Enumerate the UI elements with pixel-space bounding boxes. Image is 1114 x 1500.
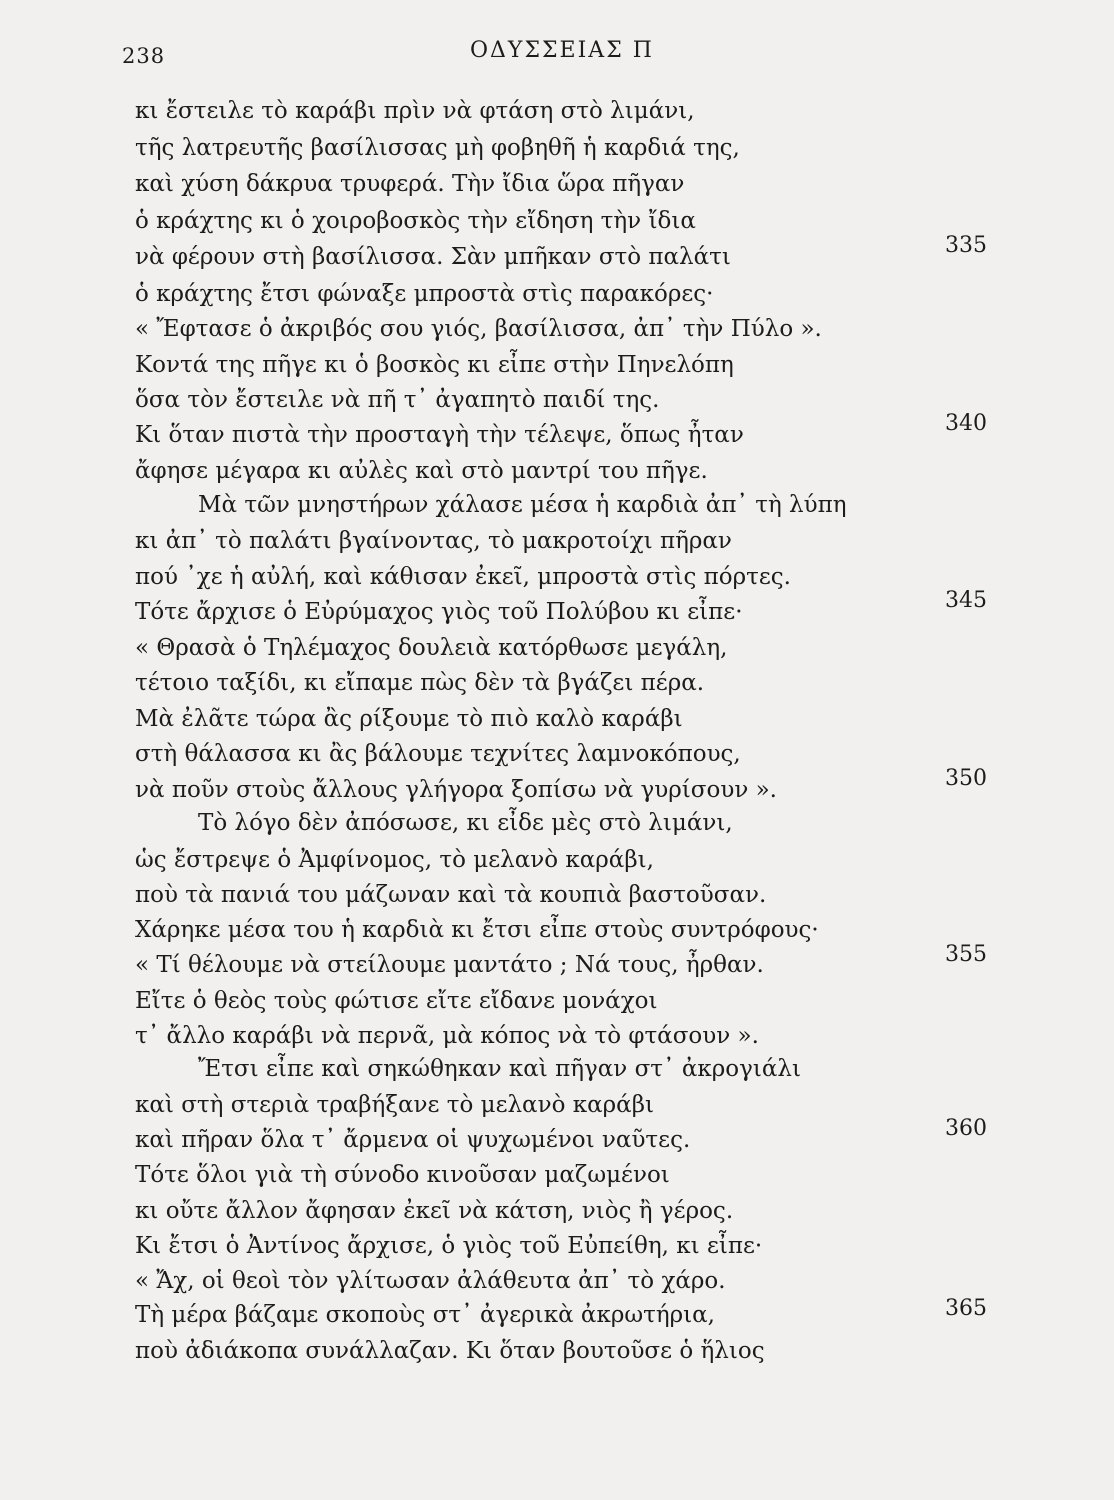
verse-line: Εἴτε ὁ θεὸς τοὺς φώτισε εἴτε εἴδανε μονάχοι: [135, 988, 658, 1014]
verse-line: Χάρηκε μέσα του ἡ καρδιὰ κι ἔτσι εἶπε στοὺς συντρόφους·: [135, 917, 819, 943]
line-number: 340: [945, 411, 987, 436]
verse-line: Τότε ὅλοι γιὰ τὴ σύνοδο κινοῦσαν μαζωμένοι: [135, 1162, 670, 1188]
verse-line: κι ἔστειλε τὸ καράβι πρὶν νὰ φτάση στὸ λιμάνι,: [135, 98, 695, 124]
verse-line: τῆς λατρευτῆς βασίλισσας μὴ φοβηθῆ ἡ καρδιά της,: [135, 135, 740, 161]
line-number: 355: [945, 942, 987, 967]
verse-line: Ἔτσι εἶπε καὶ σηκώθηκαν καὶ πῆγαν στ᾽ ἀκρογιάλι: [198, 1056, 801, 1082]
verse-line: ὡς ἔστρεψε ὁ Ἀμφίνομος, τὸ μελανὸ καράβι,: [135, 847, 654, 873]
verse-line: ὅσα τὸν ἔστειλε νὰ πῆ τ᾽ ἀγαπητὸ παιδί της.: [135, 387, 660, 413]
line-number: 350: [945, 766, 987, 791]
verse-line: Τὴ μέρα βάζαμε σκοποὺς στ᾽ ἀγερικὰ ἀκρωτήρια,: [135, 1302, 715, 1328]
verse-line: ὁ κράχτης ἔτσι φώναξε μπροστὰ στὶς παρακόρες·: [135, 281, 714, 307]
verse-line: κι οὔτε ἄλλον ἄφησαν ἐκεῖ νὰ κάτση, νιὸς ἢ γέρος.: [135, 1198, 734, 1224]
verse-line: πού ᾽χε ἡ αὐλή, καὶ κάθισαν ἐκεῖ, μπροστὰ στὶς πόρτες.: [135, 564, 791, 590]
verse-line: « Ἔφτασε ὁ ἀκριβός σου γιός, βασίλισσα, ἀπ᾽ τὴν Πύλο ».: [135, 316, 822, 342]
verse-line: ὁ κράχτης κι ὁ χοιροβοσκὸς τὴν εἴδηση τὴν ἴδια: [135, 208, 696, 234]
running-head: ΟΔΥΣΣΕΙΑΣ Π: [470, 38, 654, 63]
verse-line: Τότε ἄρχισε ὁ Εὐρύμαχος γιὸς τοῦ Πολύβου κι εἶπε·: [135, 599, 743, 625]
verse-line: Τὸ λόγο δὲν ἀπόσωσε, κι εἶδε μὲς στὸ λιμάνι,: [198, 810, 733, 836]
line-number: 345: [945, 588, 987, 613]
page-number: 238: [122, 44, 166, 68]
verse-line: Κι ὅταν πιστὰ τὴν προσταγὴ τὴν τέλεψε, ὅπως ἦταν: [135, 422, 744, 448]
verse-line: Μὰ τῶν μνηστήρων χάλασε μέσα ἡ καρδιὰ ἀπ᾽ τὴ λύπη: [198, 492, 847, 518]
verse-line: ἄφησε μέγαρα κι αὐλὲς καὶ στὸ μαντρί του πῆγε.: [135, 458, 708, 484]
verse-line: καὶ χύση δάκρυα τρυφερά. Τὴν ἴδια ὥρα πῆγαν: [135, 171, 685, 197]
verse-line: « Ἄχ, οἱ θεοὶ τὸν γλίτωσαν ἀλάθευτα ἀπ᾽ τὸ χάρο.: [135, 1268, 726, 1294]
verse-line: ποὺ ἀδιάκοπα συνάλλαζαν. Κι ὅταν βουτοῦσε ὁ ἥλιος: [135, 1338, 765, 1364]
verse-line: κι ἀπ᾽ τὸ παλάτι βγαίνοντας, τὸ μακροτοίχι πῆραν: [135, 528, 732, 554]
line-number: 335: [945, 233, 987, 258]
verse-line: τ᾽ ἄλλο καράβι νὰ περνᾶ, μὰ κόπος νὰ τὸ φτάσουν ».: [135, 1023, 759, 1049]
verse-line: Κι ἔτσι ὁ Ἀντίνος ἄρχισε, ὁ γιὸς τοῦ Εὐπείθη, κι εἶπε·: [135, 1233, 763, 1259]
verse-line: νὰ ποῦν στοὺς ἄλλους γλήγορα ξοπίσω νὰ γυρίσουν ».: [135, 777, 777, 803]
line-number: 360: [945, 1116, 987, 1141]
verse-line: « Θρασὰ ὁ Τηλέμαχος δουλειὰ κατόρθωσε μεγάλη,: [135, 635, 728, 661]
verse-line: « Τί θέλουμε νὰ στείλουμε μαντάτο ; Νά τους, ἦρθαν.: [135, 952, 764, 978]
verse-line: τέτοιο ταξίδι, κι εἴπαμε πὼς δὲν τὰ βγάζει πέρα.: [135, 670, 705, 696]
verse-line: ποὺ τὰ πανιά του μάζωναν καὶ τὰ κουπιὰ βαστοῦσαν.: [135, 882, 767, 908]
verse-line: Κοντά της πῆγε κι ὁ βοσκὸς κι εἶπε στὴν Πηνελόπη: [135, 352, 734, 378]
verse-line: στὴ θάλασσα κι ἂς βάλουμε τεχνίτες λαμνοκόπους,: [135, 741, 741, 767]
verse-line: καὶ στὴ στεριὰ τραβήξανε τὸ μελανὸ καράβι: [135, 1092, 655, 1118]
verse-line: καὶ πῆραν ὅλα τ᾽ ἄρμενα οἱ ψυχωμένοι ναῦτες.: [135, 1127, 691, 1153]
verse-line: Μὰ ἐλᾶτε τώρα ἂς ρίξουμε τὸ πιὸ καλὸ καράβι: [135, 706, 683, 732]
verse-line: νὰ φέρουν στὴ βασίλισσα. Σὰν μπῆκαν στὸ παλάτι: [135, 244, 731, 270]
line-number: 365: [945, 1296, 987, 1321]
